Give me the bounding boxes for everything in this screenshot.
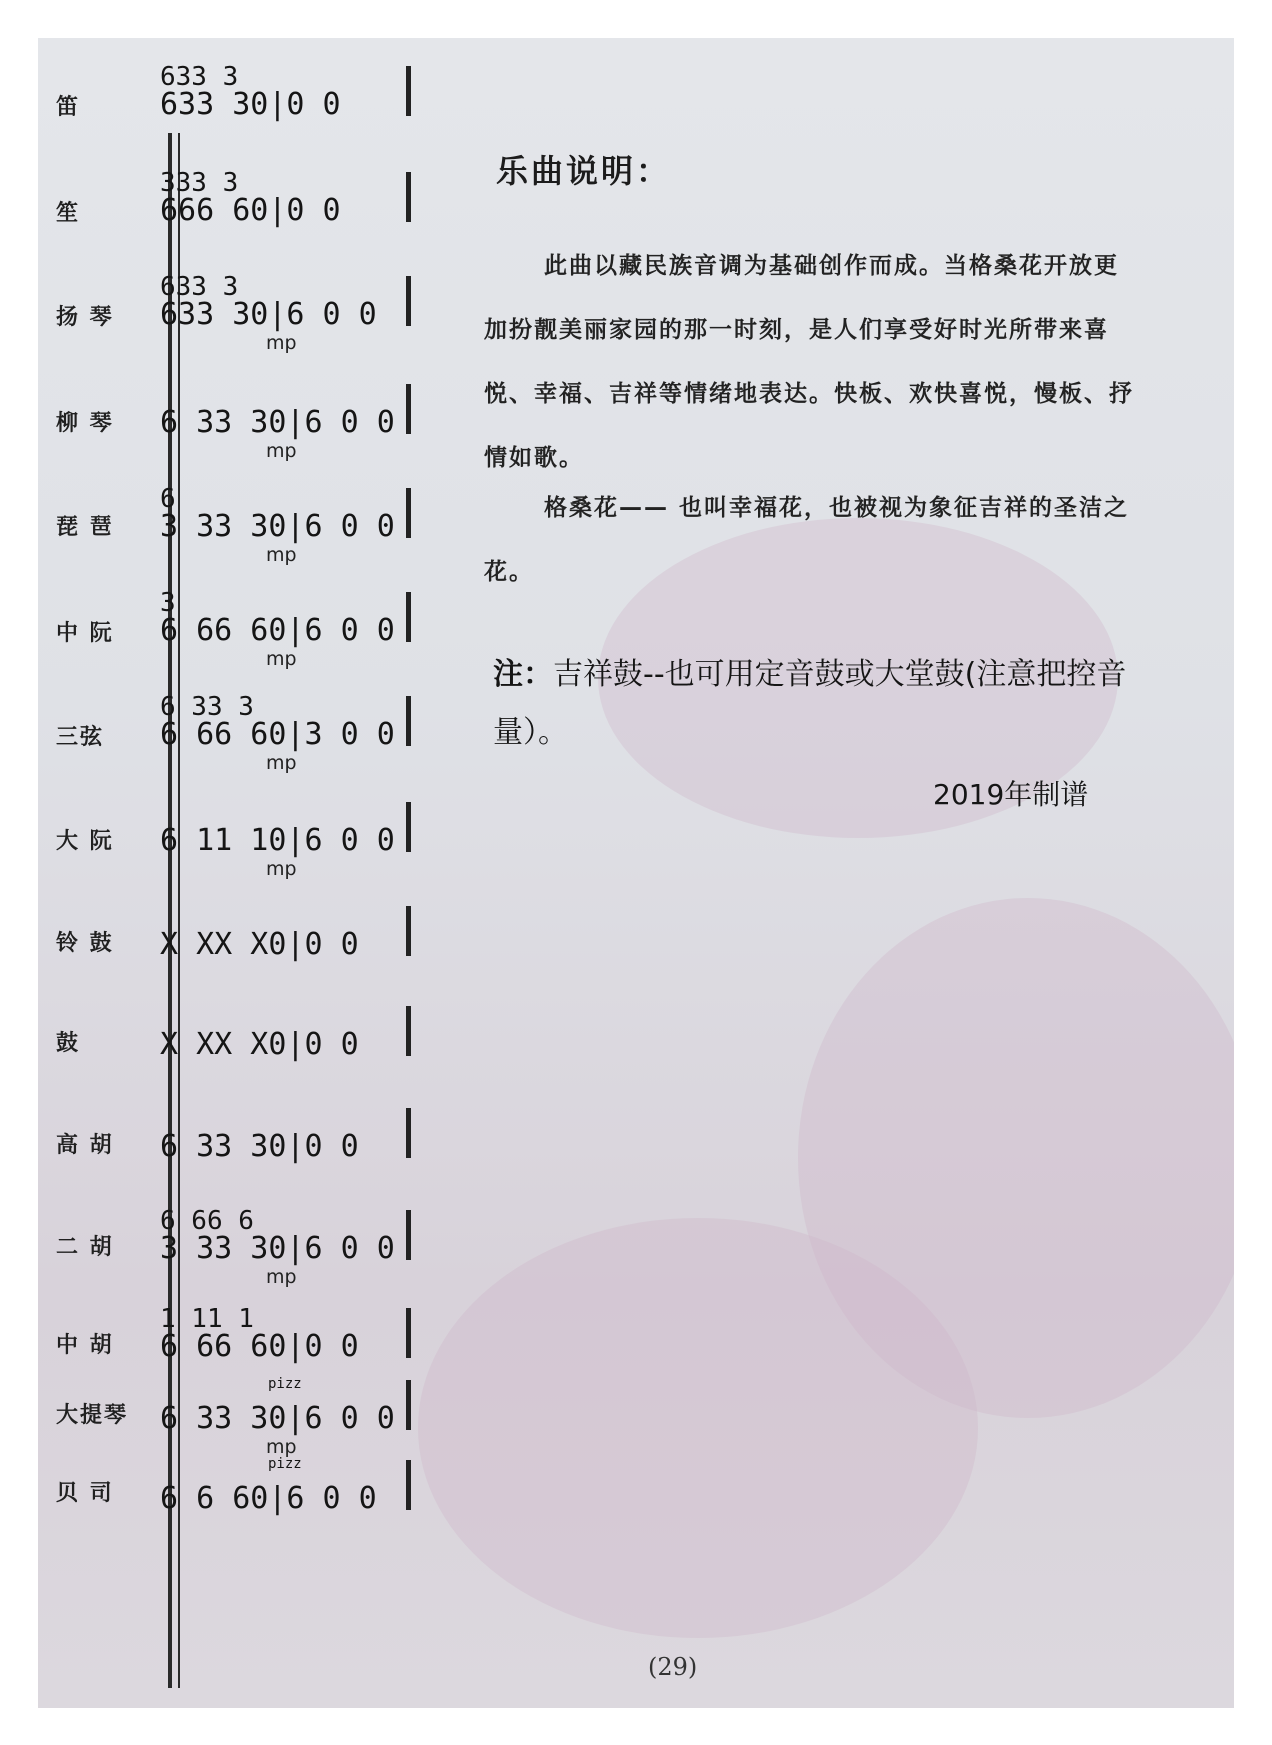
- final-barline: [406, 276, 411, 326]
- final-barline: [406, 66, 411, 116]
- final-barline: [406, 1108, 411, 1158]
- instrument-label: 大 阮: [56, 829, 114, 854]
- instrument-label: 二 胡: [56, 1235, 114, 1260]
- notation: 6 6 60|6 0 0: [160, 1481, 377, 1516]
- upper-voice: pizz: [268, 1376, 302, 1392]
- upper-voice: 6 66 6: [160, 1206, 254, 1236]
- instrument-label: 琵 琶: [56, 515, 114, 540]
- score-row: [148, 1198, 428, 1288]
- score-row: [148, 894, 428, 984]
- final-barline: [406, 172, 411, 222]
- final-barline: [406, 802, 411, 852]
- signature: 2019年制谱: [933, 778, 1089, 811]
- upper-voice: 1 11 1: [160, 1304, 254, 1334]
- instrument-label: 扬 琴: [56, 305, 114, 330]
- page-number: (29): [648, 1653, 698, 1681]
- dynamic-mark: mp: [266, 1436, 297, 1458]
- score-row: [148, 264, 428, 354]
- instrument-label: 鼓: [56, 1031, 81, 1056]
- upper-voice: pizz: [268, 1456, 302, 1472]
- instrument-label: 高 胡: [56, 1133, 114, 1158]
- instrument-label: 中 阮: [56, 621, 114, 646]
- dynamic-mark: mp: [266, 752, 297, 774]
- dynamic-mark: mp: [266, 544, 297, 566]
- notation: 633 30|6 0 0: [160, 297, 377, 332]
- score-row: [148, 994, 428, 1084]
- instrument-label: 笛: [56, 95, 81, 120]
- final-barline: [406, 592, 411, 642]
- notation: 6 33 30|6 0 0: [160, 405, 395, 440]
- notation: 3 33 30|6 0 0: [160, 1231, 395, 1266]
- note-text: 吉祥鼓--也可用定音鼓或大堂鼓(注意把控音量）。: [493, 657, 1127, 750]
- final-barline: [406, 1460, 411, 1510]
- dynamic-mark: mp: [266, 332, 297, 354]
- upper-voice: 3: [160, 588, 176, 618]
- score-row: [148, 476, 428, 566]
- note-label: 注：: [493, 657, 553, 692]
- instrument-label: 铃 鼓: [56, 931, 114, 956]
- dynamic-mark: mp: [266, 1266, 297, 1288]
- notation: 666 60|0 0: [160, 193, 341, 228]
- dynamic-mark: mp: [266, 858, 297, 880]
- upper-voice: 633 3: [160, 272, 239, 302]
- final-barline: [406, 1380, 411, 1430]
- notation: 6 33 30|0 0: [160, 1129, 359, 1164]
- score-row: [148, 580, 428, 670]
- instrument-label: 三弦: [56, 725, 105, 750]
- score-row: [148, 1368, 428, 1458]
- notation: 6 66 60|0 0: [160, 1329, 359, 1364]
- upper-voice: 333 3: [160, 168, 239, 198]
- score-row: [148, 1096, 428, 1186]
- instrument-label: 大提琴: [56, 1403, 129, 1428]
- notation: 6 66 60|6 0 0: [160, 613, 395, 648]
- final-barline: [406, 696, 411, 746]
- score-row: [148, 372, 428, 462]
- score-row: [148, 54, 428, 144]
- notation: X XX X0|0 0: [160, 1027, 359, 1062]
- notes-paragraph-1: 此曲以藏民族音调为基础创作而成。当格桑花开放更加扮靓美丽家园的那一时刻，是人们享受好时光所带来喜悦、幸福、吉祥等情绪地表达。快板、欢快喜悦，慢板、抒情如歌。: [484, 253, 1134, 471]
- final-barline: [406, 1308, 411, 1358]
- final-barline: [406, 384, 411, 434]
- instrument-label: 中 胡: [56, 1333, 114, 1358]
- final-barline: [406, 488, 411, 538]
- instrument-label: 笙: [56, 201, 81, 226]
- score-row: [148, 684, 428, 774]
- final-barline: [406, 906, 411, 956]
- score-row: [148, 790, 428, 880]
- instrument-label: 柳 琴: [56, 411, 114, 436]
- score-row: [148, 160, 428, 250]
- final-barline: [406, 1006, 411, 1056]
- upper-voice: 6: [160, 484, 176, 514]
- notation: 633 30|0 0: [160, 87, 341, 122]
- notes-heading: 乐曲说明：: [496, 152, 672, 190]
- dynamic-mark: mp: [266, 440, 297, 462]
- upper-voice: 6 33 3: [160, 692, 254, 722]
- notation: 3 33 30|6 0 0: [160, 509, 395, 544]
- notation: 6 66 60|3 0 0: [160, 717, 395, 752]
- final-barline: [406, 1210, 411, 1260]
- dynamic-mark: mp: [266, 648, 297, 670]
- notes-paragraph-2: 格桑花—— 也叫幸福花，也被视为象征吉祥的圣洁之花。: [484, 495, 1130, 585]
- notation: 6 11 10|6 0 0: [160, 823, 395, 858]
- upper-voice: 633 3: [160, 62, 239, 92]
- notation: 6 33 30|6 0 0: [160, 1401, 395, 1436]
- score-page: [38, 38, 1234, 1708]
- score-row: [148, 1448, 428, 1538]
- instrument-label: 贝 司: [56, 1481, 114, 1506]
- notation: X XX X0|0 0: [160, 927, 359, 962]
- performance-note: [493, 646, 1153, 762]
